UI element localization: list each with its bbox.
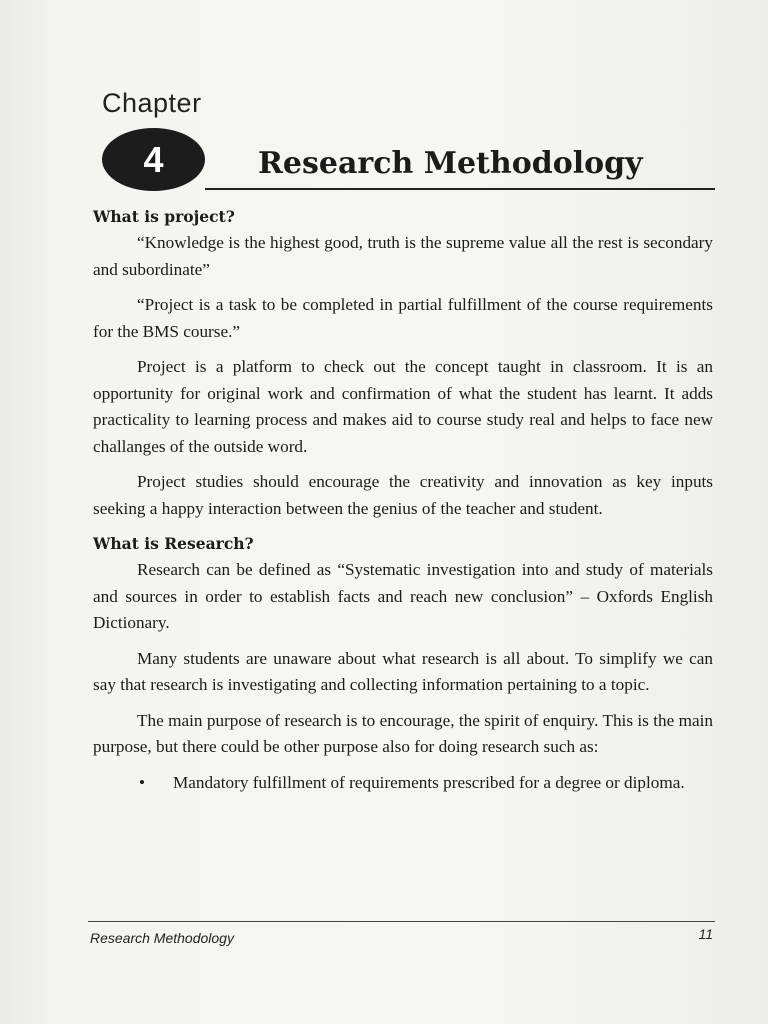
paragraph: “Knowledge is the highest good, truth is the supreme value all the rest is secondary and subordinate”	[93, 233, 713, 279]
chapter-number-badge	[102, 128, 205, 191]
footer-title: Research Methodology	[90, 930, 234, 946]
page-number: 11	[698, 926, 713, 942]
chapter-label: Chapter	[102, 88, 202, 118]
purpose-list	[93, 770, 713, 797]
paragraph: The main purpose of research is to encourage, the spirit of enquiry. This is the main purpose, but there could be other purpose also for doing research such as:	[93, 710, 713, 756]
section-heading-research: What is Research?	[93, 534, 254, 553]
chapter-number: 4	[143, 138, 164, 180]
chapter-title: Research Methodology	[258, 146, 643, 181]
footer-rule	[88, 921, 715, 922]
paragraph: Project studies should encourage the creativity and innovation as key inputs seeking a happy interaction between the genius of the teacher and student.	[93, 472, 713, 518]
section-heading-project: What is project?	[93, 207, 235, 226]
list-item	[139, 770, 713, 797]
paragraph: Project is a platform to check out the concept taught in classroom. It is an opportunity for original work and confirmation of what the student has learnt. It adds practicality to learning process and makes aid to course study real and helps to face new challanges of the outside word.	[93, 357, 713, 456]
paragraph: “Project is a task to be completed in partial fulfillment of the course requirements for the BMS course.”	[93, 295, 713, 341]
paragraph: Many students are unaware about what research is all about. To simplify we can say that research is investigating and collecting information pertaining to a topic.	[93, 648, 713, 694]
bullet-icon: •	[139, 772, 146, 792]
page-content	[93, 200, 713, 796]
paragraph: Research can be defined as “Systematic investigation into and study of materials and sources in order to establish facts and reach new conclusion” – Oxfords English Dictionary.	[93, 560, 713, 632]
list-item-text: Mandatory fulfillment of requirements prescribed for a degree or diploma.	[173, 772, 685, 792]
title-rule	[205, 188, 715, 190]
